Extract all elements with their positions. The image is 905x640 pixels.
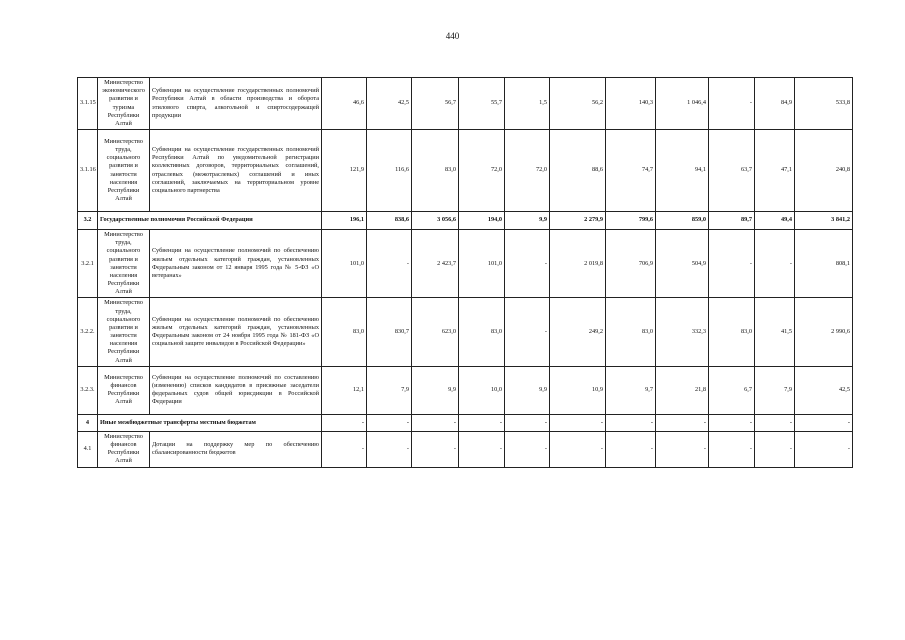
cell-value: 1 046,4 (656, 78, 709, 130)
cell-value: - (550, 431, 606, 467)
row-code: 3.1.16 (78, 130, 98, 212)
row-code: 3.2.1 (78, 230, 98, 298)
row-organization: Министерство финансов Республики Алтай (98, 431, 150, 467)
cell-value: 116,6 (367, 130, 412, 212)
cell-value: 830,7 (367, 298, 412, 366)
cell-value: 42,5 (367, 78, 412, 130)
cell-value: 7,9 (755, 366, 795, 414)
section-row (78, 414, 853, 431)
cell-value: - (795, 414, 853, 431)
cell-value: 74,7 (606, 130, 656, 212)
cell-value: 194,0 (459, 212, 505, 230)
row-organization: Министерство труда, социального развития и занятости населения Республики Алтай (98, 130, 150, 212)
table-row (78, 130, 853, 212)
table-row (78, 298, 853, 366)
cell-value: - (709, 230, 755, 298)
cell-value: 240,8 (795, 130, 853, 212)
cell-value: - (412, 414, 459, 431)
cell-value: 2 423,7 (412, 230, 459, 298)
cell-value: 88,6 (550, 130, 606, 212)
cell-value: - (755, 414, 795, 431)
cell-value: - (367, 431, 412, 467)
table-row (78, 431, 853, 467)
cell-value: - (505, 431, 550, 467)
cell-value: 9,7 (606, 366, 656, 414)
cell-value: - (656, 414, 709, 431)
cell-value: 63,7 (709, 130, 755, 212)
cell-value: 3 841,2 (795, 212, 853, 230)
cell-value: 21,8 (656, 366, 709, 414)
cell-value: 9,9 (505, 212, 550, 230)
cell-value: 10,0 (459, 366, 505, 414)
cell-value: 55,7 (459, 78, 505, 130)
cell-value: 2 990,6 (795, 298, 853, 366)
section-title: Государственные полномочия Российской Федерации (98, 212, 322, 230)
cell-value: - (755, 230, 795, 298)
cell-value: - (606, 414, 656, 431)
cell-value: - (550, 414, 606, 431)
cell-value: 1,5 (505, 78, 550, 130)
page-number: 440 (445, 31, 460, 41)
cell-value: - (505, 414, 550, 431)
cell-value: 6,7 (709, 366, 755, 414)
cell-value: - (367, 230, 412, 298)
cell-value: - (709, 431, 755, 467)
cell-value: - (459, 431, 505, 467)
cell-value: 42,5 (795, 366, 853, 414)
cell-value: 101,0 (459, 230, 505, 298)
cell-value: 89,7 (709, 212, 755, 230)
row-description: Субвенции на осуществление полномочий по составлению (изменению) списков кандидатов в присяжные заседатели федеральных судов общей юрисдикции в Российской Федерации (150, 366, 322, 414)
cell-value: 49,4 (755, 212, 795, 230)
cell-value: 121,9 (322, 130, 367, 212)
cell-value: - (459, 414, 505, 431)
table-row (78, 230, 853, 298)
row-code: 3.2.2. (78, 298, 98, 366)
cell-value: - (656, 431, 709, 467)
cell-value: 83,0 (322, 298, 367, 366)
cell-value: 72,0 (505, 130, 550, 212)
cell-value: - (412, 431, 459, 467)
cell-value: 41,5 (755, 298, 795, 366)
row-description: Субвенции на осуществление полномочий по обеспечению жильем отдельных категорий граждан, установленных Федеральным законом от 12 января 1995 года № 5-ФЗ «О ветеранах» (150, 230, 322, 298)
cell-value: - (709, 414, 755, 431)
row-description: Субвенции на осуществление полномочий по обеспечению жильем отдельных категорий граждан, установленных Федеральным законом от 24 ноября 1995 года № 181-ФЗ «О социальной защите инвалидов в Российской Федерации» (150, 298, 322, 366)
cell-value: 196,1 (322, 212, 367, 230)
cell-value: 47,1 (755, 130, 795, 212)
cell-value: 623,0 (412, 298, 459, 366)
budget-table (77, 77, 853, 468)
cell-value: 9,9 (505, 366, 550, 414)
cell-value: 84,9 (755, 78, 795, 130)
cell-value: 808,1 (795, 230, 853, 298)
cell-value: 9,9 (412, 366, 459, 414)
table-row (78, 78, 853, 130)
cell-value: 101,0 (322, 230, 367, 298)
cell-value: 56,7 (412, 78, 459, 130)
cell-value: 249,2 (550, 298, 606, 366)
cell-value: - (606, 431, 656, 467)
cell-value: 56,2 (550, 78, 606, 130)
cell-value: 838,6 (367, 212, 412, 230)
cell-value: 83,0 (412, 130, 459, 212)
cell-value: 7,9 (367, 366, 412, 414)
cell-value: 859,0 (656, 212, 709, 230)
cell-value: 332,3 (656, 298, 709, 366)
cell-value: 2 019,8 (550, 230, 606, 298)
cell-value: 533,8 (795, 78, 853, 130)
cell-value: 83,0 (606, 298, 656, 366)
cell-value: 504,9 (656, 230, 709, 298)
row-organization: Министерство труда, социального развития и занятости населения Республики Алтай (98, 230, 150, 298)
cell-value: 12,1 (322, 366, 367, 414)
cell-value: 706,9 (606, 230, 656, 298)
row-description: Субвенции на осуществление государственных полномочий Республики Алтай по уведомительной регистрации коллективных договоров, территориальных соглашений, отраслевых (межотраслевых) соглашений и иных соглашений, заключаемых на территориальном уровне социального партнерства (150, 130, 322, 212)
row-code: 4.1 (78, 431, 98, 467)
cell-value: - (709, 78, 755, 130)
cell-value: 2 279,9 (550, 212, 606, 230)
cell-value: - (322, 431, 367, 467)
cell-value: 10,9 (550, 366, 606, 414)
row-code: 3.2 (78, 212, 98, 230)
row-code: 3.1.15 (78, 78, 98, 130)
cell-value: 3 056,6 (412, 212, 459, 230)
row-code: 3.2.3. (78, 366, 98, 414)
row-description: Дотации на поддержку мер по обеспечению сбалансированности бюджетов (150, 431, 322, 467)
row-organization: Министерство труда, социального развития и занятости населения Республики Алтай (98, 298, 150, 366)
cell-value: - (755, 431, 795, 467)
row-code: 4 (78, 414, 98, 431)
table-row (78, 366, 853, 414)
cell-value: - (505, 298, 550, 366)
cell-value: 72,0 (459, 130, 505, 212)
cell-value: 799,6 (606, 212, 656, 230)
cell-value: 83,0 (709, 298, 755, 366)
cell-value: - (505, 230, 550, 298)
cell-value: 83,0 (459, 298, 505, 366)
cell-value: - (322, 414, 367, 431)
row-description: Субвенции на осуществление государственных полномочий Республики Алтай в области производства и оборота этилового спирта, алкогольной и спиртосодержащей продукции (150, 78, 322, 130)
row-organization: Министерство экономического развития и туризма Республики Алтай (98, 78, 150, 130)
section-row (78, 212, 853, 230)
cell-value: 46,6 (322, 78, 367, 130)
cell-value: - (367, 414, 412, 431)
cell-value: - (795, 431, 853, 467)
row-organization: Министерство финансов Республики Алтай (98, 366, 150, 414)
cell-value: 140,3 (606, 78, 656, 130)
cell-value: 94,1 (656, 130, 709, 212)
section-title: Иные межбюджетные трансферты местным бюджетам (98, 414, 322, 431)
